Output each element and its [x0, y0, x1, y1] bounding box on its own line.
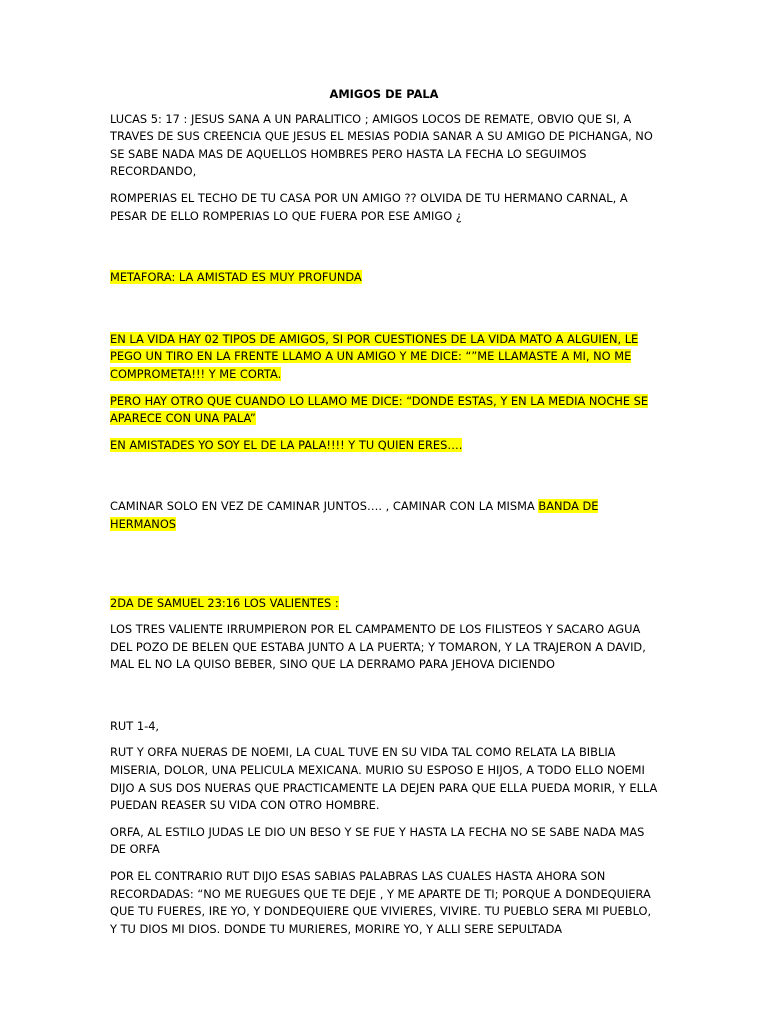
paragraph-lucas: LUCAS 5: 17 : JESUS SANA A UN PARALITICO ; AMIGOS LOCOS DE REMATE, OBVIO QUE SI, A TRAVES DE SUS CREENCIA QUE JESUS EL MESIAS PODIA SANAR A SU AMIGO DE PICHANGA, NO SE SABE NADA MAS DE AQUELLOS HOMBRES PERO HASTA LA FECHA LO SEGUIMOS RECORDANDO,	[110, 111, 653, 179]
spacer	[110, 683, 658, 718]
paragraph-caminar	[110, 498, 658, 533]
paragraph-metafora	[110, 269, 658, 287]
highlighted-text: EN AMISTADES YO SOY EL DE LA PALA!!!! Y TU QUIEN ERES….	[110, 437, 463, 452]
paragraph-rut-ref: RUT 1-4,	[110, 718, 160, 733]
paragraph-romperias: ROMPERIAS EL TECHO DE TU CASA POR UN AMIGO ?? OLVIDA DE TU HERMANO CARNAL, A PESAR DE ELLO ROMPERIAS LO QUE FUERA POR ESE AMIGO ¿	[110, 190, 628, 223]
plain-text: CAMINAR SOLO EN VEZ DE CAMINAR JUNTOS…. , CAMINAR CON LA MISMA	[110, 499, 539, 514]
spacer	[110, 463, 658, 498]
spacer	[110, 234, 658, 269]
document-body	[110, 86, 658, 947]
paragraph-rut-orfa: RUT Y ORFA NUERAS DE NOEMI, LA CUAL TUVE EN SU VIDA TAL COMO RELATA LA BIBLIA MISERIA, DOLOR, UNA PELICULA MEXICANA. MURIO SU ESPOSO E HIJOS, A TODO ELLO NOEMI DIJO A SUS DOS NUERAS QUE PRACTICAMENTE LA DEJEN PARA QUE ELLA PUEDA MORIR, Y ELLA PUEDAN REASER SU VIDA CON OTRO HOMBRE.	[110, 745, 658, 813]
paragraph-rut-palabras: POR EL CONTRARIO RUT DIJO ESAS SABIAS PALABRAS LAS CUALES HASTA AHORA SON RECORDADAS: “NO ME RUEGUES QUE TE DEJE , Y ME APARTE DE TI; PORQUE A DONDEQUIERA QUE TU FUERES, IRE YO, Y DONDEQUIERE QUE VIVIERES, VIVIRE. TU PUEBLO SERA MI PUEBLO, Y TU DIOS MI DIOS. DONDE TU MURIERES, MORIRE YO, Y ALLI SERE SEPULTADA	[110, 869, 652, 936]
paragraph-orfa: ORFA, AL ESTILO JUDAS LE DIO UN BESO Y SE FUE Y HASTA LA FECHA NO SE SABE NADA MAS DE ORFA	[110, 824, 645, 857]
document-title: AMIGOS DE PALA	[329, 87, 439, 101]
paragraph-samuel	[110, 595, 658, 613]
highlighted-text: PERO HAY OTRO QUE CUANDO LO LLAMO ME DICE: “DONDE ESTAS, Y EN LA MEDIA NOCHE SE APARECE CON UNA PALA”	[110, 393, 649, 426]
paragraph-valientes: LOS TRES VALIENTE IRRUMPIERON POR EL CAMPAMENTO DE LOS FILISTEOS Y SACARO AGUA DEL POZO DE BELEN QUE ESTABA JUNTO A LA PUERTA; Y TOMARON, Y LA TRAJERON A DAVID, MAL EL NO LA QUISO BEBER, SINO QUE LA DERRAMO PARA JEHOVA DICIENDO	[110, 622, 646, 672]
paragraph-de-la-pala	[110, 437, 658, 455]
highlighted-text: BANDA DE HERMANOS	[110, 499, 599, 531]
spacer	[110, 296, 658, 331]
paragraph-otro-amigo	[110, 393, 658, 428]
highlighted-text: METAFORA: LA AMISTAD ES MUY PROFUNDA	[110, 270, 362, 285]
highlighted-text: 2DA DE SAMUEL 23:16 LOS VALIENTES :	[110, 595, 339, 610]
paragraph-tipos-de-amigos	[110, 331, 658, 384]
highlighted-text: EN LA VIDA HAY 02 TIPOS DE AMIGOS, SI POR CUESTIONES DE LA VIDA MATO A ALGUIEN, LE PEGO UN TIRO EN LA FRENTE LLAMO A UN AMIGO Y ME DICE: “”ME LLAMASTE A MI, NO ME COMPROMETA!!! Y ME CORTA.	[110, 331, 639, 381]
spacer	[110, 543, 658, 595]
